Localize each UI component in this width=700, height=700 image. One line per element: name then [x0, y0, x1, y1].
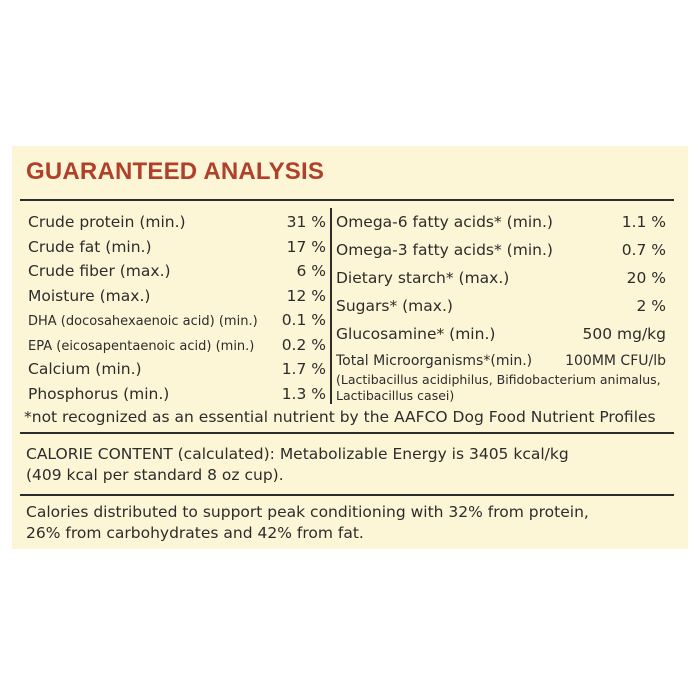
nutrient-row	[336, 297, 666, 325]
guaranteed-analysis-panel	[12, 146, 688, 549]
nutrient-value: 1.7 %	[281, 360, 326, 378]
nutrient-value: 17 %	[286, 237, 326, 256]
nutrient-label: Glucosamine* (min.)	[336, 325, 496, 343]
nutrient-value: 0.2 %	[281, 335, 326, 354]
aafco-footnote: *not recognized as an essential nutrient by the AAFCO Dog Food Nutrient Profiles	[24, 408, 656, 426]
calorie-rule	[20, 494, 674, 496]
nutrient-value: 2 %	[636, 297, 666, 315]
calorie-distribution: Calories distributed to support peak conditioning with 32% from protein, 26% from carbohydrates and 42% from fat.	[26, 503, 589, 542]
nutrient-row	[28, 238, 326, 263]
nutrient-label: Crude protein (min.)	[28, 213, 186, 231]
footnote-rule	[20, 432, 674, 434]
nutrient-row	[336, 241, 666, 269]
microorganisms-note: (Lactibacillus acidiphilus, Bifidobacterium animalus, Lactibacillus casei)	[336, 372, 661, 403]
nutrient-row	[28, 360, 326, 385]
nutrient-row	[28, 385, 326, 410]
nutrient-list-left	[28, 213, 326, 409]
column-divider	[330, 208, 332, 404]
nutrient-row	[336, 325, 666, 353]
nutrient-row	[336, 269, 666, 297]
nutrient-value: 1.3 %	[281, 384, 326, 403]
nutrient-value: 100MM CFU/lb	[565, 353, 666, 369]
nutrient-value: 500 mg/kg	[582, 325, 666, 343]
nutrient-value: 0.1 %	[281, 311, 326, 329]
nutrient-row	[28, 287, 326, 312]
nutrient-value: 31 %	[286, 213, 326, 231]
nutrient-value: 0.7 %	[621, 241, 666, 259]
nutrient-label: Crude fiber (max.)	[28, 262, 171, 280]
nutrient-label: Moisture (max.)	[28, 286, 151, 305]
nutrient-row	[28, 262, 326, 287]
section-title: GUARANTEED ANALYSIS	[26, 158, 325, 185]
nutrient-row	[28, 311, 326, 336]
nutrient-label: Omega-6 fatty acids* (min.)	[336, 213, 553, 231]
nutrient-value: 12 %	[286, 286, 326, 305]
nutrient-value: 6 %	[296, 262, 326, 280]
nutrient-row	[28, 336, 326, 361]
nutrient-list-right	[336, 213, 666, 373]
nutrient-value: 1.1 %	[621, 213, 666, 231]
nutrient-label: Crude fat (min.)	[28, 237, 152, 256]
nutrient-row	[28, 213, 326, 238]
nutrient-label: Dietary starch* (max.)	[336, 269, 510, 287]
title-rule	[20, 199, 674, 201]
nutrient-label: EPA (eicosapentaenoic acid) (min.)	[28, 338, 255, 354]
nutrient-row	[336, 213, 666, 241]
nutrient-row	[336, 353, 666, 373]
nutrient-label: Sugars* (max.)	[336, 297, 453, 315]
nutrient-label: DHA (docosahexaenoic acid) (min.)	[28, 314, 258, 329]
calorie-content: CALORIE CONTENT (calculated): Metabolizable Energy is 3405 kcal/kg (409 kcal per standard 8 oz cup).	[26, 445, 569, 484]
nutrient-label: Total Microorganisms*(min.)	[336, 353, 533, 369]
nutrient-label: Calcium (min.)	[28, 360, 142, 378]
nutrient-label: Omega-3 fatty acids* (min.)	[336, 241, 553, 259]
nutrient-label: Phosphorus (min.)	[28, 384, 170, 403]
nutrient-value: 20 %	[626, 269, 666, 287]
